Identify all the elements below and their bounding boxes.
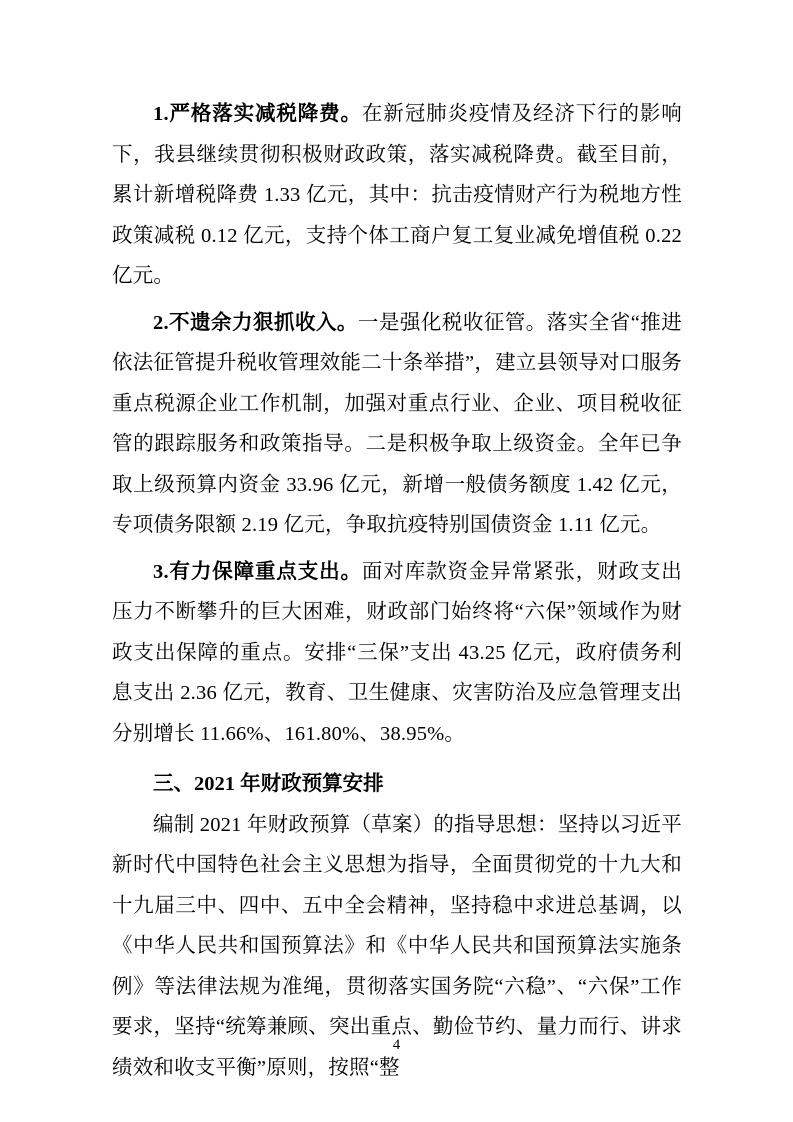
paragraph-2 [112,303,682,546]
paragraph-3-lead: 3.有力保障重点支出。 [153,560,362,583]
paragraph-2-lead: 2.不遗余力狠抓收入。 [153,311,358,334]
page-number: 4 [392,1037,401,1053]
paragraph-3 [112,552,682,755]
paragraph-1 [112,94,682,297]
paragraph-1-body: 在新冠肺炎疫情及经济下行的影响下，我县继续贯彻积极财政政策，落实减税降费。截至目前，累计新增税降费 1.33 亿元，其中：抗击疫情财产行为税地方性政策减税 0.12 亿元，支持个体工商户复工复业减免增值税 0.22 亿元。 [112,103,683,287]
paragraph-2-body: 一是强化税收征管。落实全省“推进依法征管提升税收管理效能二十条举措”，建立县领导对口服务重点税源企业工作机制，加强对重点行业、企业、项目税收征管的跟踪服务和政策指导。二是积极争取上级资金。全年已争取上级预算内资金 33.96 亿元，新增一般债务额度 1.42 亿元，专项债务限额 2.19 亿元，争取抗疫特别国债资金 1.11 亿元。 [112,311,682,536]
page-body [112,88,682,1090]
paragraph-4-body: 编制 2021 年财政预算（草案）的指导思想：坚持以习近平新时代中国特色社会主义思想为指导，全面贯彻党的十九大和十九届三中、四中、五中全会精神，坚持稳中求进总基调，以《中华人民共和国预算法》和《中华人民共和国预算法实施条例》等法律法规为准绳，贯彻落实国务院“六稳”、“六保”工作要求，坚持“统筹兼顾、突出重点、勤俭节约、量力而行、讲求绩效和收支平衡”原则，按照“整 [112,813,682,1079]
paragraph-3-body: 面对库款资金异常紧张，财政支出压力不断攀升的巨大困难，财政部门始终将“六保”领域作为财政支出保障的重点。安排“三保”支出 43.25 亿元，政府债务利息支出 2.36 亿元，教育、卫生健康、灾害防治及应急管理支出分别增长 11.66%、161.80%、38.95%。 [112,560,683,745]
paragraph-1-lead: 1.严格落实减税降费。 [153,103,362,125]
section-heading: 三、2021 年财政预算安排 [153,773,384,795]
